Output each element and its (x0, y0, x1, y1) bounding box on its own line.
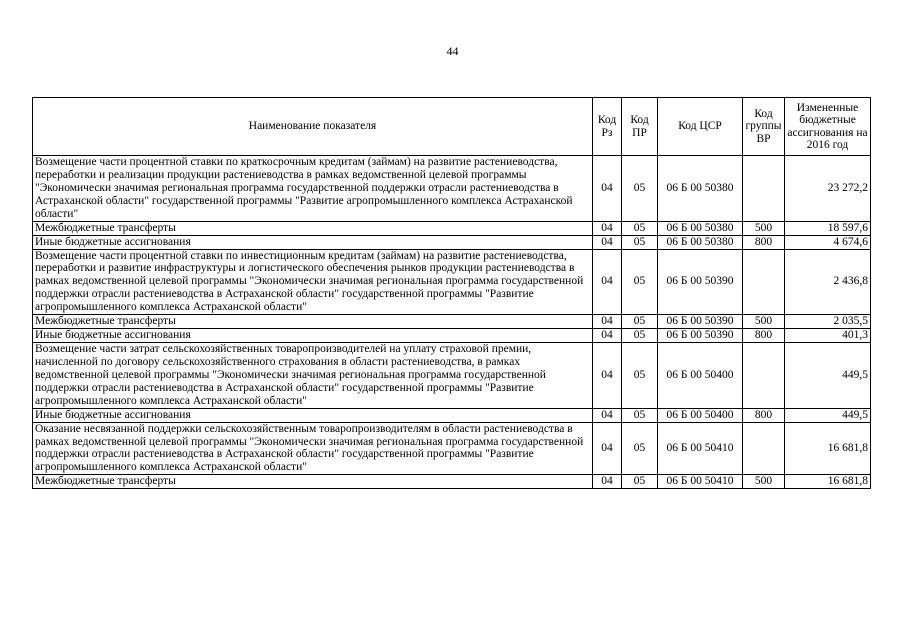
table-row (33, 329, 871, 343)
cell-csr: 06 Б 00 50400 (658, 408, 743, 422)
cell-vr: 500 (743, 475, 785, 489)
cell-rz: 04 (593, 235, 622, 249)
header-pr: Код ПР (622, 98, 658, 156)
cell-name: Иные бюджетные ассигнования (33, 408, 593, 422)
cell-pr: 05 (622, 329, 658, 343)
cell-amount: 449,5 (785, 408, 871, 422)
cell-vr: 800 (743, 235, 785, 249)
table-row (33, 408, 871, 422)
header-amount: Измененные бюджетные ассигнования на 2016 год (785, 98, 871, 156)
header-name: Наименование показателя (33, 98, 593, 156)
table-row (33, 422, 871, 475)
cell-rz: 04 (593, 249, 622, 315)
cell-vr: 800 (743, 329, 785, 343)
cell-pr: 05 (622, 422, 658, 475)
cell-vr: 500 (743, 315, 785, 329)
cell-csr: 06 Б 00 50390 (658, 315, 743, 329)
cell-pr: 05 (622, 235, 658, 249)
page-number: 44 (446, 44, 459, 58)
header-vr: Код группы ВР (743, 98, 785, 156)
cell-vr (743, 343, 785, 409)
cell-rz: 04 (593, 475, 622, 489)
cell-pr: 05 (622, 315, 658, 329)
cell-csr: 06 Б 00 50380 (658, 156, 743, 222)
cell-amount: 4 674,6 (785, 235, 871, 249)
cell-name: Возмещение части процентной ставки по краткосрочным кредитам (займам) на развитие растениеводства, переработки и реализации продукции растениеводства в рамках ведомственной целевой программы "Экономически значимая региональная программа государственной поддержки отрасли растениеводства в Астраханской области" государственной программы "Развитие агропромышленного комплекса Астраханской области" (33, 156, 593, 222)
cell-csr: 06 Б 00 50390 (658, 249, 743, 315)
cell-amount: 16 681,8 (785, 422, 871, 475)
cell-name: Иные бюджетные ассигнования (33, 235, 593, 249)
cell-name: Возмещение части затрат сельскохозяйственных товаропроизводителей на уплату страховой премии, начисленной по договору сельскохозяйственного страхования в области растениеводства, в рамках ведомственной целевой программы "Экономически значимая региональная программа государственной поддержки отрасли растениеводства в Астраханской области" государственной программы "Развитие агропромышленного комплекса Астраханской области" (33, 343, 593, 409)
cell-name: Иные бюджетные ассигнования (33, 329, 593, 343)
cell-name: Межбюджетные трансферты (33, 221, 593, 235)
cell-rz: 04 (593, 221, 622, 235)
cell-csr: 06 Б 00 50400 (658, 343, 743, 409)
cell-vr: 500 (743, 221, 785, 235)
cell-amount: 23 272,2 (785, 156, 871, 222)
cell-rz: 04 (593, 422, 622, 475)
table-row (33, 475, 871, 489)
cell-amount: 16 681,8 (785, 475, 871, 489)
cell-pr: 05 (622, 475, 658, 489)
cell-amount: 449,5 (785, 343, 871, 409)
table-row (33, 249, 871, 315)
cell-name: Межбюджетные трансферты (33, 475, 593, 489)
cell-rz: 04 (593, 329, 622, 343)
cell-pr: 05 (622, 408, 658, 422)
table-row (33, 315, 871, 329)
table-row (33, 221, 871, 235)
cell-amount: 18 597,6 (785, 221, 871, 235)
budget-table (32, 97, 871, 489)
cell-name: Оказание несвязанной поддержки сельскохозяйственным товаропроизводителям в области растениеводства в рамках ведомственной целевой программы "Экономически значимая региональная программа государственной поддержки отрасли растениеводства в Астраханской области" государственной программы "Развитие агропромышленного комплекса Астраханской области" (33, 422, 593, 475)
cell-rz: 04 (593, 156, 622, 222)
table-row (33, 156, 871, 222)
header-csr: Код ЦСР (658, 98, 743, 156)
cell-rz: 04 (593, 408, 622, 422)
cell-pr: 05 (622, 156, 658, 222)
header-rz: Код Рз (593, 98, 622, 156)
cell-amount: 2 035,5 (785, 315, 871, 329)
table-header-row (33, 98, 871, 156)
cell-csr: 06 Б 00 50390 (658, 329, 743, 343)
cell-vr (743, 249, 785, 315)
cell-name: Возмещение части процентной ставки по инвестиционным кредитам (займам) на развитие растениеводства, переработки и развитие инфраструктуры и логистического обеспечения рынков продукции растениеводства в рамках ведомственной целевой программы "Экономически значимая региональная программа государственной поддержки отрасли растениеводства в Астраханской области" государственной программы "Развитие агропромышленного комплекса Астраханской области" (33, 249, 593, 315)
cell-csr: 06 Б 00 50410 (658, 422, 743, 475)
cell-amount: 2 436,8 (785, 249, 871, 315)
cell-csr: 06 Б 00 50380 (658, 235, 743, 249)
table-row (33, 343, 871, 409)
cell-vr (743, 422, 785, 475)
cell-pr: 05 (622, 343, 658, 409)
cell-pr: 05 (622, 249, 658, 315)
cell-amount: 401,3 (785, 329, 871, 343)
table-row (33, 235, 871, 249)
cell-csr: 06 Б 00 50410 (658, 475, 743, 489)
cell-pr: 05 (622, 221, 658, 235)
cell-name: Межбюджетные трансферты (33, 315, 593, 329)
cell-vr (743, 156, 785, 222)
cell-vr: 800 (743, 408, 785, 422)
cell-rz: 04 (593, 343, 622, 409)
cell-csr: 06 Б 00 50380 (658, 221, 743, 235)
cell-rz: 04 (593, 315, 622, 329)
